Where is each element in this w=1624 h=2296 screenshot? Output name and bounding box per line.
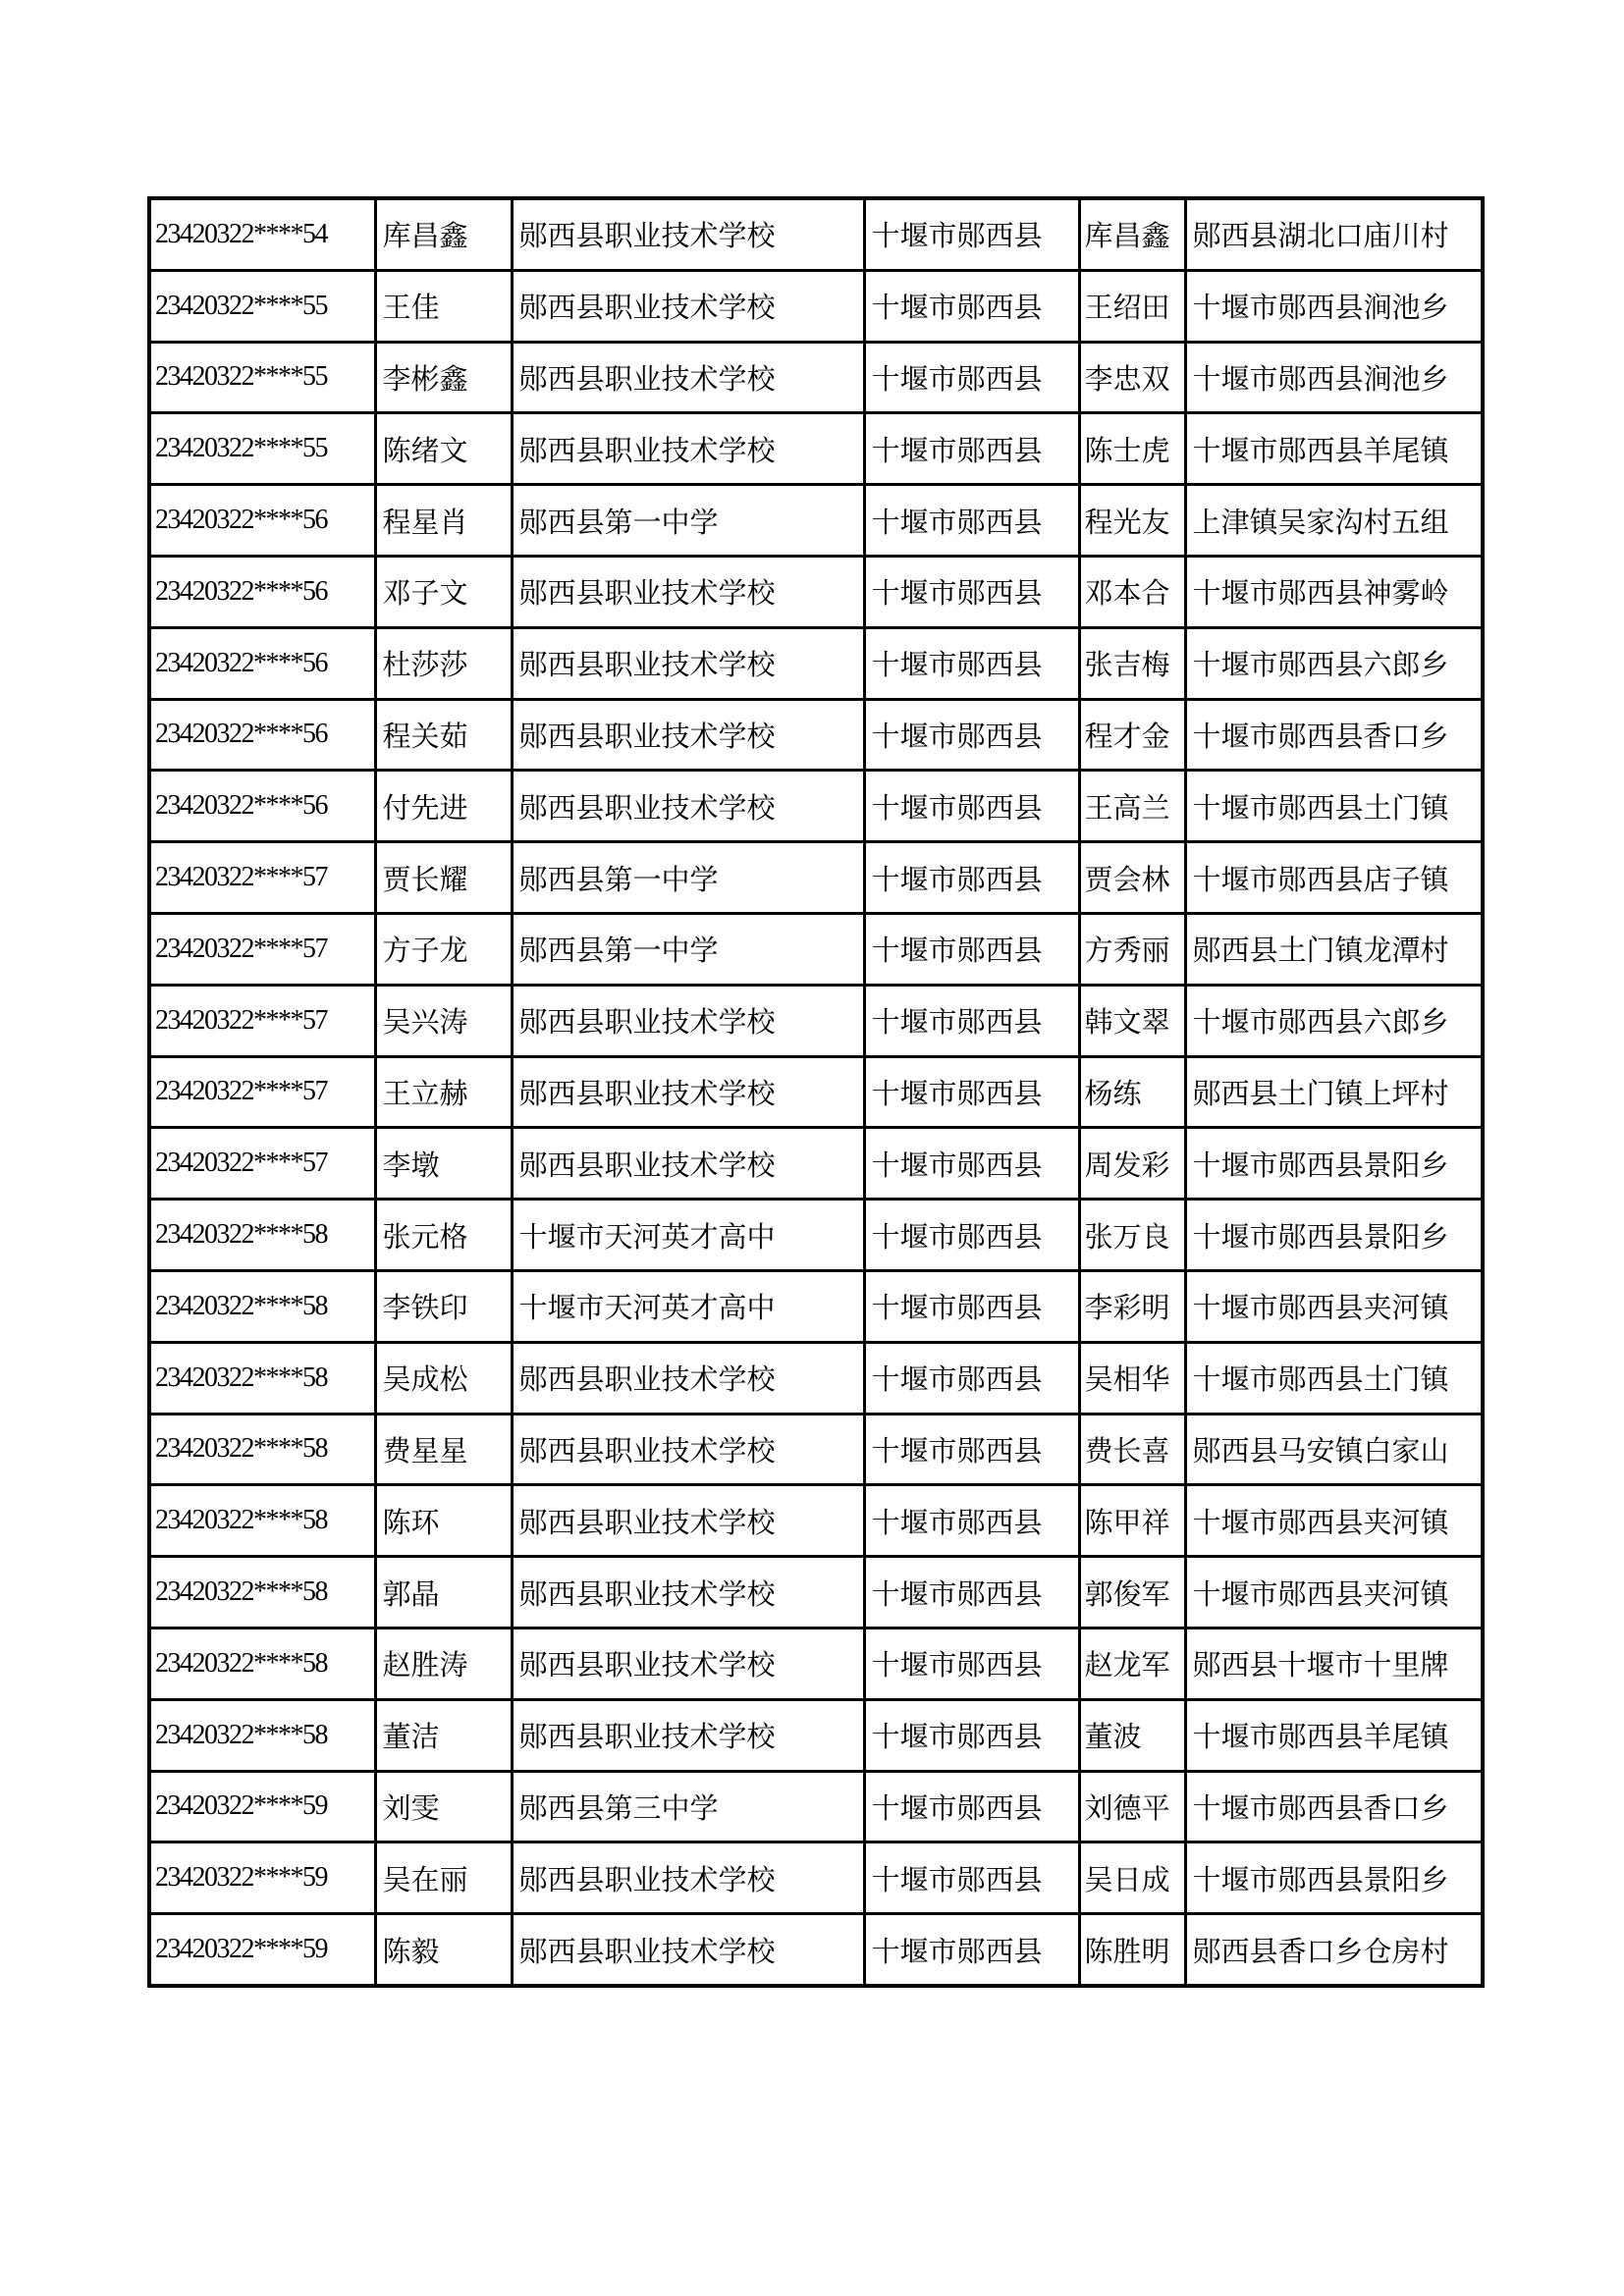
- school-cell: 郧西县职业技术学校: [512, 771, 864, 842]
- region-cell: 十堰市郧西县: [864, 342, 1079, 413]
- id-number-cell: 23420322****56: [149, 556, 375, 627]
- region-cell: 十堰市郧西县: [864, 771, 1079, 842]
- id-number-cell: 23420322****56: [149, 627, 375, 699]
- region-cell: 十堰市郧西县: [864, 1771, 1079, 1842]
- table-row: [149, 985, 1483, 1056]
- guardian-name-cell: 吴相华: [1079, 1342, 1185, 1414]
- guardian-name-cell: 程才金: [1079, 699, 1185, 771]
- school-cell: 郧西县职业技术学校: [512, 1128, 864, 1200]
- guardian-name-cell: 王绍田: [1079, 270, 1185, 342]
- id-number-cell: 23420322****55: [149, 413, 375, 485]
- address-cell: 十堰市郧西县土门镇: [1185, 771, 1483, 842]
- region-cell: 十堰市郧西县: [864, 1485, 1079, 1557]
- table-row: [149, 1485, 1483, 1557]
- guardian-name-cell: 陈胜明: [1079, 1914, 1185, 1986]
- table-row: [149, 913, 1483, 985]
- student-name-cell: 王佳: [375, 270, 512, 342]
- region-cell: 十堰市郧西县: [864, 1056, 1079, 1128]
- table-row: [149, 342, 1483, 413]
- table-row: [149, 1200, 1483, 1271]
- address-cell: 十堰市郧西县景阳乡: [1185, 1128, 1483, 1200]
- school-cell: 郧西县第一中学: [512, 913, 864, 985]
- guardian-name-cell: 陈甲祥: [1079, 1485, 1185, 1557]
- student-name-cell: 王立赫: [375, 1056, 512, 1128]
- table-body: [149, 198, 1483, 1986]
- region-cell: 十堰市郧西县: [864, 1128, 1079, 1200]
- table-row: [149, 413, 1483, 485]
- region-cell: 十堰市郧西县: [864, 1914, 1079, 1986]
- id-number-cell: 23420322****56: [149, 771, 375, 842]
- id-number-cell: 23420322****55: [149, 342, 375, 413]
- address-cell: 十堰市郧西县香口乡: [1185, 1771, 1483, 1842]
- guardian-name-cell: 李忠双: [1079, 342, 1185, 413]
- school-cell: 十堰市天河英才高中: [512, 1270, 864, 1342]
- address-cell: 十堰市郧西县景阳乡: [1185, 1200, 1483, 1271]
- guardian-name-cell: 李彩明: [1079, 1270, 1185, 1342]
- table-row: [149, 1699, 1483, 1771]
- guardian-name-cell: 方秀丽: [1079, 913, 1185, 985]
- region-cell: 十堰市郧西县: [864, 1842, 1079, 1914]
- id-number-cell: 23420322****58: [149, 1270, 375, 1342]
- school-cell: 郧西县职业技术学校: [512, 342, 864, 413]
- id-number-cell: 23420322****57: [149, 913, 375, 985]
- guardian-name-cell: 张万良: [1079, 1200, 1185, 1271]
- id-number-cell: 23420322****58: [149, 1342, 375, 1414]
- guardian-name-cell: 库昌鑫: [1079, 198, 1185, 270]
- address-cell: 十堰市郧西县六郎乡: [1185, 985, 1483, 1056]
- student-table: [147, 196, 1485, 1988]
- id-number-cell: 23420322****58: [149, 1699, 375, 1771]
- id-number-cell: 23420322****59: [149, 1771, 375, 1842]
- school-cell: 十堰市天河英才高中: [512, 1200, 864, 1271]
- student-name-cell: 李墩: [375, 1128, 512, 1200]
- table-row: [149, 1628, 1483, 1699]
- guardian-name-cell: 杨练: [1079, 1056, 1185, 1128]
- student-name-cell: 张元格: [375, 1200, 512, 1271]
- id-number-cell: 23420322****57: [149, 985, 375, 1056]
- school-cell: 郧西县职业技术学校: [512, 1056, 864, 1128]
- table-row: [149, 1914, 1483, 1986]
- school-cell: 郧西县职业技术学校: [512, 270, 864, 342]
- school-cell: 郧西县职业技术学校: [512, 1414, 864, 1485]
- id-number-cell: 23420322****57: [149, 1056, 375, 1128]
- school-cell: 郧西县职业技术学校: [512, 1485, 864, 1557]
- address-cell: 十堰市郧西县羊尾镇: [1185, 1699, 1483, 1771]
- table-row: [149, 627, 1483, 699]
- id-number-cell: 23420322****59: [149, 1842, 375, 1914]
- address-cell: 郧西县湖北口庙川村: [1185, 198, 1483, 270]
- table-row: [149, 1557, 1483, 1629]
- region-cell: 十堰市郧西县: [864, 627, 1079, 699]
- student-name-cell: 陈绪文: [375, 413, 512, 485]
- school-cell: 郧西县职业技术学校: [512, 556, 864, 627]
- id-number-cell: 23420322****54: [149, 198, 375, 270]
- region-cell: 十堰市郧西县: [864, 1628, 1079, 1699]
- address-cell: 十堰市郧西县景阳乡: [1185, 1842, 1483, 1914]
- school-cell: 郧西县职业技术学校: [512, 1342, 864, 1414]
- student-name-cell: 费星星: [375, 1414, 512, 1485]
- school-cell: 郧西县职业技术学校: [512, 1628, 864, 1699]
- address-cell: 郧西县土门镇上坪村: [1185, 1056, 1483, 1128]
- region-cell: 十堰市郧西县: [864, 985, 1079, 1056]
- address-cell: 十堰市郧西县土门镇: [1185, 1342, 1483, 1414]
- id-number-cell: 23420322****56: [149, 699, 375, 771]
- school-cell: 郧西县职业技术学校: [512, 1557, 864, 1629]
- region-cell: 十堰市郧西县: [864, 1699, 1079, 1771]
- region-cell: 十堰市郧西县: [864, 485, 1079, 557]
- table-row: [149, 1842, 1483, 1914]
- student-name-cell: 陈毅: [375, 1914, 512, 1986]
- address-cell: 十堰市郧西县涧池乡: [1185, 270, 1483, 342]
- table-row: [149, 270, 1483, 342]
- student-name-cell: 吴在丽: [375, 1842, 512, 1914]
- guardian-name-cell: 赵龙军: [1079, 1628, 1185, 1699]
- region-cell: 十堰市郧西县: [864, 842, 1079, 914]
- student-name-cell: 李铁印: [375, 1270, 512, 1342]
- id-number-cell: 23420322****58: [149, 1628, 375, 1699]
- id-number-cell: 23420322****58: [149, 1557, 375, 1629]
- id-number-cell: 23420322****57: [149, 1128, 375, 1200]
- region-cell: 十堰市郧西县: [864, 270, 1079, 342]
- address-cell: 郧西县马安镇白家山: [1185, 1414, 1483, 1485]
- table-row: [149, 556, 1483, 627]
- student-name-cell: 库昌鑫: [375, 198, 512, 270]
- student-name-cell: 贾长耀: [375, 842, 512, 914]
- region-cell: 十堰市郧西县: [864, 198, 1079, 270]
- region-cell: 十堰市郧西县: [864, 1270, 1079, 1342]
- id-number-cell: 23420322****55: [149, 270, 375, 342]
- region-cell: 十堰市郧西县: [864, 699, 1079, 771]
- guardian-name-cell: 陈士虎: [1079, 413, 1185, 485]
- student-name-cell: 付先进: [375, 771, 512, 842]
- id-number-cell: 23420322****58: [149, 1485, 375, 1557]
- table-row: [149, 1128, 1483, 1200]
- region-cell: 十堰市郧西县: [864, 1414, 1079, 1485]
- student-name-cell: 赵胜涛: [375, 1628, 512, 1699]
- guardian-name-cell: 贾会林: [1079, 842, 1185, 914]
- guardian-name-cell: 邓本合: [1079, 556, 1185, 627]
- school-cell: 郧西县职业技术学校: [512, 699, 864, 771]
- address-cell: 十堰市郧西县香口乡: [1185, 699, 1483, 771]
- student-name-cell: 吴兴涛: [375, 985, 512, 1056]
- table-row: [149, 1270, 1483, 1342]
- id-number-cell: 23420322****57: [149, 842, 375, 914]
- region-cell: 十堰市郧西县: [864, 413, 1079, 485]
- address-cell: 郧西县十堰市十里牌: [1185, 1628, 1483, 1699]
- id-number-cell: 23420322****58: [149, 1200, 375, 1271]
- address-cell: 郧西县香口乡仓房村: [1185, 1914, 1483, 1986]
- guardian-name-cell: 韩文翠: [1079, 985, 1185, 1056]
- address-cell: 十堰市郧西县夹河镇: [1185, 1485, 1483, 1557]
- id-number-cell: 23420322****56: [149, 485, 375, 557]
- student-name-cell: 刘雯: [375, 1771, 512, 1842]
- school-cell: 郧西县第一中学: [512, 485, 864, 557]
- guardian-name-cell: 张吉梅: [1079, 627, 1185, 699]
- address-cell: 郧西县土门镇龙潭村: [1185, 913, 1483, 985]
- table-row: [149, 198, 1483, 270]
- school-cell: 郧西县职业技术学校: [512, 413, 864, 485]
- student-name-cell: 邓子文: [375, 556, 512, 627]
- guardian-name-cell: 吴日成: [1079, 1842, 1185, 1914]
- school-cell: 郧西县职业技术学校: [512, 198, 864, 270]
- student-name-cell: 郭晶: [375, 1557, 512, 1629]
- student-name-cell: 方子龙: [375, 913, 512, 985]
- address-cell: 十堰市郧西县六郎乡: [1185, 627, 1483, 699]
- address-cell: 十堰市郧西县神雾岭: [1185, 556, 1483, 627]
- student-name-cell: 吴成松: [375, 1342, 512, 1414]
- table-row: [149, 771, 1483, 842]
- student-name-cell: 程星肖: [375, 485, 512, 557]
- school-cell: 郧西县职业技术学校: [512, 1914, 864, 1986]
- school-cell: 郧西县职业技术学校: [512, 985, 864, 1056]
- table-row: [149, 485, 1483, 557]
- student-name-cell: 杜莎莎: [375, 627, 512, 699]
- table-row: [149, 1414, 1483, 1485]
- guardian-name-cell: 周发彩: [1079, 1128, 1185, 1200]
- student-name-cell: 李彬鑫: [375, 342, 512, 413]
- guardian-name-cell: 郭俊军: [1079, 1557, 1185, 1629]
- guardian-name-cell: 王高兰: [1079, 771, 1185, 842]
- table-row: [149, 1056, 1483, 1128]
- school-cell: 郧西县职业技术学校: [512, 1699, 864, 1771]
- student-name-cell: 程关茹: [375, 699, 512, 771]
- table-row: [149, 842, 1483, 914]
- address-cell: 十堰市郧西县夹河镇: [1185, 1557, 1483, 1629]
- region-cell: 十堰市郧西县: [864, 1342, 1079, 1414]
- student-name-cell: 陈环: [375, 1485, 512, 1557]
- student-name-cell: 董洁: [375, 1699, 512, 1771]
- school-cell: 郧西县职业技术学校: [512, 1842, 864, 1914]
- table-row: [149, 1342, 1483, 1414]
- guardian-name-cell: 费长喜: [1079, 1414, 1185, 1485]
- school-cell: 郧西县职业技术学校: [512, 627, 864, 699]
- table-row: [149, 1771, 1483, 1842]
- guardian-name-cell: 刘德平: [1079, 1771, 1185, 1842]
- table-row: [149, 699, 1483, 771]
- address-cell: 十堰市郧西县店子镇: [1185, 842, 1483, 914]
- school-cell: 郧西县第三中学: [512, 1771, 864, 1842]
- school-cell: 郧西县第一中学: [512, 842, 864, 914]
- address-cell: 十堰市郧西县涧池乡: [1185, 342, 1483, 413]
- region-cell: 十堰市郧西县: [864, 1200, 1079, 1271]
- guardian-name-cell: 董波: [1079, 1699, 1185, 1771]
- region-cell: 十堰市郧西县: [864, 913, 1079, 985]
- guardian-name-cell: 程光友: [1079, 485, 1185, 557]
- region-cell: 十堰市郧西县: [864, 1557, 1079, 1629]
- address-cell: 十堰市郧西县羊尾镇: [1185, 413, 1483, 485]
- id-number-cell: 23420322****58: [149, 1414, 375, 1485]
- region-cell: 十堰市郧西县: [864, 556, 1079, 627]
- address-cell: 上津镇吴家沟村五组: [1185, 485, 1483, 557]
- address-cell: 十堰市郧西县夹河镇: [1185, 1270, 1483, 1342]
- id-number-cell: 23420322****59: [149, 1914, 375, 1986]
